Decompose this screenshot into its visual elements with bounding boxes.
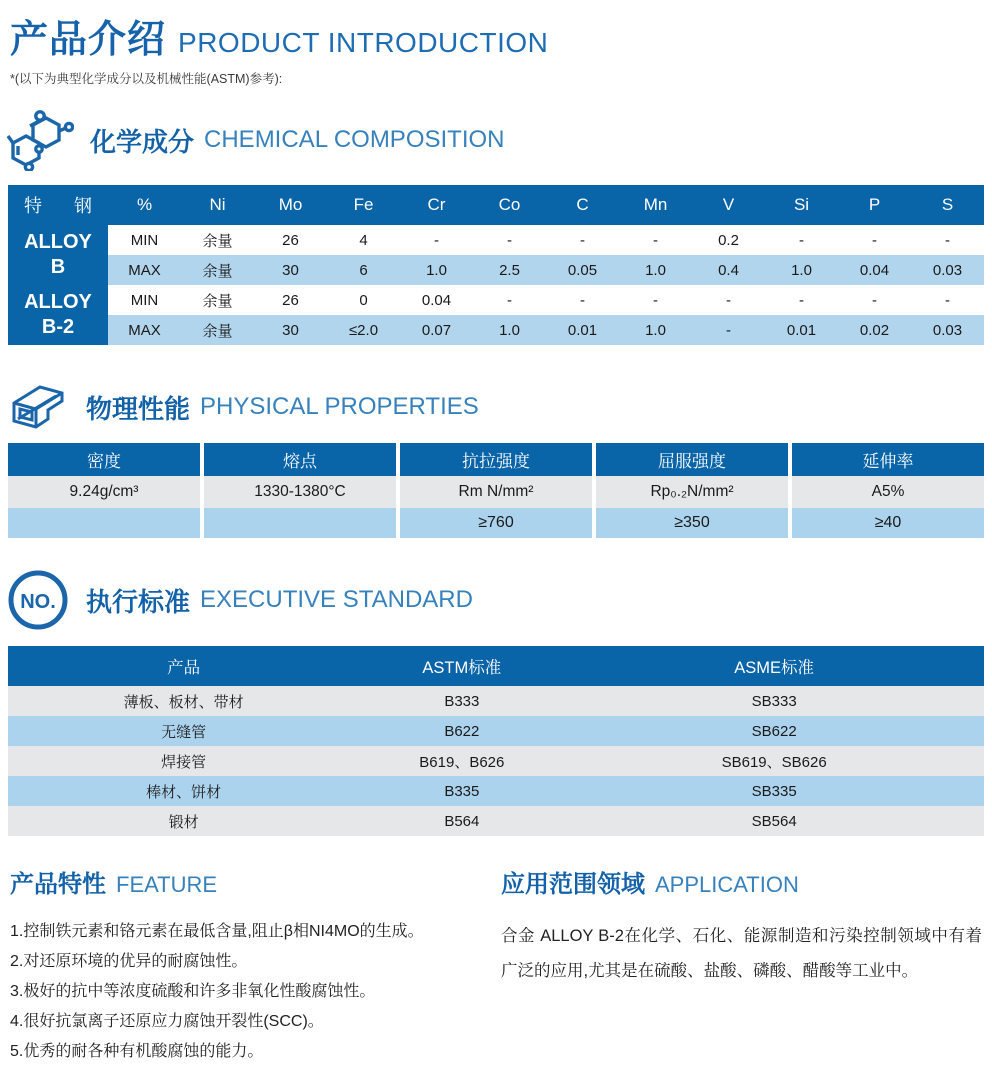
column-header: Mo [278,195,303,214]
value-cell: - [507,291,512,309]
section-title-en: EXECUTIVE STANDARD [200,586,473,613]
section-title-zh: 执行标准 [86,586,191,617]
table-row [8,686,984,716]
column-header: 密度 [8,443,200,476]
value-cell: - [580,291,585,309]
value-cell: 0.03 [932,321,963,339]
value-cell: 1.0 [791,261,812,279]
value-cell: 0.03 [932,261,963,279]
unit-cell: Rm N/mm² [400,476,592,508]
column-header: C [576,195,589,214]
value-cell: 30 [282,261,299,279]
value-cell: - [945,231,950,249]
astm-cell: B333 [444,692,480,710]
phys-column [400,443,592,538]
list-item: 5.优秀的耐各种有机酸腐蚀的能力。 [10,1043,264,1060]
value-cell: 余量 [202,232,233,250]
application-heading [501,864,982,899]
column-header: 熔点 [204,443,396,476]
product-cell: 无缝管 [161,723,207,741]
value-cell: ≥40 [792,508,984,538]
no-badge-icon [6,568,70,632]
value-cell: 1.0 [499,321,520,339]
steel-beam-icon [6,379,70,435]
value-cell: ≥760 [400,508,592,538]
list-item: 4.很好抗氯离子还原应力腐蚀开裂性(SCC)。 [10,1013,324,1030]
astm-cell: B564 [444,812,480,830]
column-header: Ni [209,195,226,214]
column-header: 抗拉强度 [400,443,592,476]
page-title-zh: 产品介绍 [10,19,167,61]
value-cell: 0.4 [718,261,739,279]
alloy-group-label: ALLOY B [24,231,92,278]
chem-table-main [108,185,984,345]
section-title-zh: 物理性能 [86,393,191,424]
table-row [108,285,984,315]
product-cell: 锻材 [168,813,199,831]
section-heading-chemical [0,109,992,171]
value-cell: - [653,291,658,309]
list-item: 2.对还原环境的优异的耐腐蚀性。 [10,953,248,970]
product-cell: 棒材、饼材 [146,783,222,801]
column-header: 屈服强度 [596,443,788,476]
value-cell: 0.04 [859,261,890,279]
application-body: 合金 ALLOY B-2在化学、石化、能源制造和污染控制领域中有着广泛的应用,尤其是在硫酸、盐酸、磷酸、醋酸等工业中。 [501,927,982,980]
table-row [8,776,984,806]
asme-cell: SB564 [751,812,797,830]
value-cell: 0.07 [421,321,452,339]
astm-cell: B622 [444,722,480,740]
column-header: 产品 [167,659,201,677]
no-badge-label: NO. [20,591,56,613]
column-header: Si [793,195,810,214]
astm-cell: B335 [444,782,480,800]
value-cell: 余量 [202,292,233,310]
phys-column [204,443,396,538]
application-section [501,864,982,1067]
astm-cell: B619、B626 [419,753,505,771]
value-cell: - [945,291,950,309]
value-cell: - [653,231,658,249]
value-cell: - [799,231,804,249]
molecule-icon [6,109,74,171]
application-title-en: APPLICATION [655,872,799,897]
value-cell: 2.5 [499,261,520,279]
unit-cell: 9.24g/cm³ [8,476,200,508]
column-header: S [941,195,954,214]
value-cell: 4 [359,231,368,249]
value-cell: 1.0 [645,321,666,339]
value-cell: 0.05 [567,261,598,279]
page-title [10,8,982,63]
phys-column [596,443,788,538]
chem-corner-label: 特钢 [24,196,92,216]
asme-cell: SB622 [751,722,797,740]
value-cell: 0.02 [859,321,890,339]
feature-list [10,917,491,1067]
value-cell: 1.0 [426,261,447,279]
asme-cell: SB619、SB626 [721,753,827,771]
value-cell: 0.01 [786,321,817,339]
value-cell: 0.01 [567,321,598,339]
column-header: P [868,195,881,214]
feature-title-en: FEATURE [116,872,218,897]
column-header: 延伸率 [792,443,984,476]
product-cell: 薄板、板材、带材 [123,693,244,711]
value-cell: - [580,231,585,249]
value-cell: - [872,291,877,309]
column-header: Co [498,195,521,214]
limit-cell: MIN [130,291,159,309]
section-heading-physical [0,379,992,435]
phys-column [8,443,200,538]
value-cell [204,508,396,538]
value-cell: 26 [282,231,299,249]
value-cell: 0.2 [718,231,739,249]
section-title-zh: 化学成分 [90,126,195,157]
chem-table-header-row [108,185,984,225]
executive-standard-table [8,646,984,836]
value-cell: 0.04 [421,291,452,309]
value-cell: 1.0 [645,261,666,279]
bottom-section [0,864,992,1067]
asme-cell: SB333 [751,692,797,710]
section-title-en: CHEMICAL COMPOSITION [204,126,505,153]
limit-cell: MAX [128,321,161,339]
table-row [108,225,984,255]
limit-cell: MIN [130,231,159,249]
section-title-en: PHYSICAL PROPERTIES [200,393,479,420]
column-header: % [136,195,153,214]
value-cell: - [872,231,877,249]
unit-cell: Rp₀.₂N/mm² [596,476,788,508]
physical-properties-table [8,443,984,538]
std-table-header-row [8,646,984,686]
value-cell: - [799,291,804,309]
page-subtitle: *(以下为典型化学成分以及机械性能(ASTM)参考): [10,72,283,86]
page-title-en: PRODUCT INTRODUCTION [178,27,549,58]
value-cell: - [507,231,512,249]
phys-column [792,443,984,538]
feature-title-zh: 产品特性 [10,871,106,898]
section-heading-standards [0,568,992,632]
asme-cell: SB335 [751,782,797,800]
value-cell: 30 [282,321,299,339]
chem-table-left-column [8,185,108,345]
alloy-group-label: ALLOY B-2 [24,291,92,338]
column-header: Cr [427,195,446,214]
product-cell: 焊接管 [161,753,207,771]
value-cell: 26 [282,291,299,309]
table-row [8,746,984,776]
list-item: 1.控制铁元素和铬元素在最低含量,阻止β相NI4MO的生成。 [10,923,424,940]
list-item: 3.极好的抗中等浓度硫酸和许多非氧化性酸腐蚀性。 [10,983,376,1000]
value-cell: 6 [359,261,368,279]
page-header [0,0,992,87]
value-cell: 余量 [202,322,233,340]
table-row [108,315,984,345]
unit-cell: A5% [792,476,984,508]
value-cell: - [726,321,731,339]
value-cell: 余量 [202,262,233,280]
table-row [108,255,984,285]
feature-heading [10,864,491,899]
value-cell: ≤2.0 [348,321,379,339]
value-cell: - [434,231,439,249]
column-header: Mn [643,195,668,214]
value-cell: - [726,291,731,309]
value-cell [8,508,200,538]
chem-corner-header [8,185,108,225]
unit-cell: 1330-1380°C [204,476,396,508]
limit-cell: MAX [128,261,161,279]
column-header: ASTM标准 [422,659,502,677]
table-row [8,716,984,746]
column-header: Fe [353,195,374,214]
chemical-composition-table [8,185,984,345]
table-row [8,806,984,836]
application-title-zh: 应用范围领域 [501,871,645,898]
value-cell: ≥350 [596,508,788,538]
column-header: V [722,195,735,214]
value-cell: 0 [359,291,368,309]
column-header: ASME标准 [734,659,815,677]
feature-section [10,864,491,1067]
